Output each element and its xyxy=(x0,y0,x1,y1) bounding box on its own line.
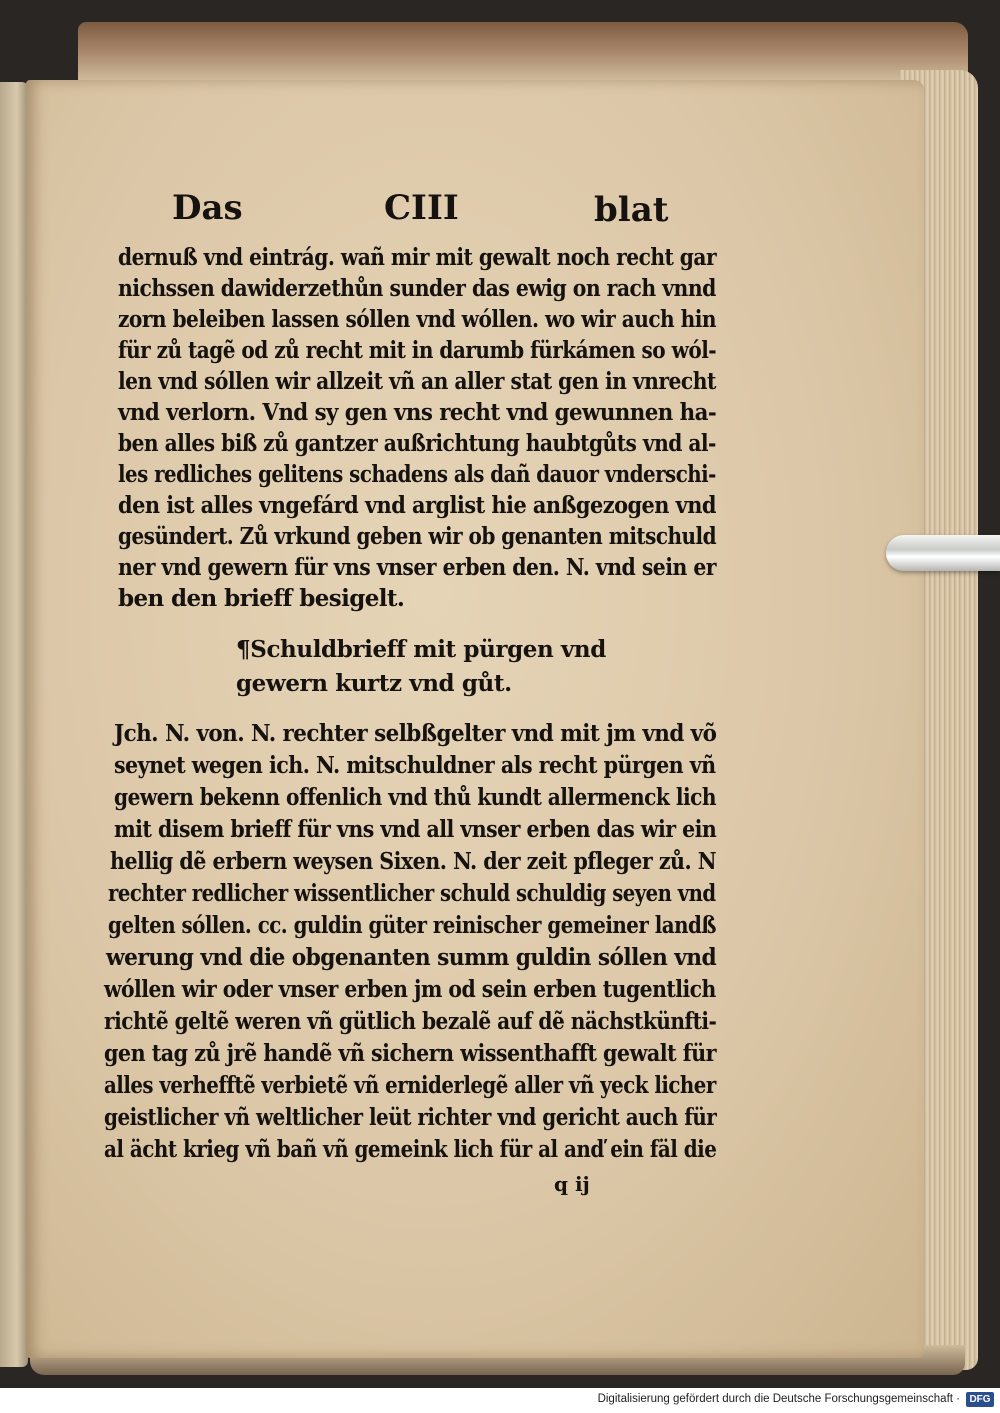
text-line: seynet wegen ich. N. mitschuldner als recht pürgen vñ xyxy=(114,752,716,779)
text-line: gen tag zů jrẽ handẽ vñ sichern wissenthafft gewalt für xyxy=(104,1040,716,1067)
text-line: hellig dẽ erbern weysen Sixen. N. der zeit pfleger zů. N xyxy=(110,848,717,875)
text-line: zorn beleiben lassen sóllen vnd wóllen. wo wir auch hin xyxy=(118,306,717,333)
text-line: für zů tagẽ od zů recht mit in darumb fürkámen so wól- xyxy=(118,337,717,364)
text-line: alles verhefftẽ verbietẽ vñ erniderlegẽ aller vñ yeck licher xyxy=(104,1072,716,1099)
facing-page-edge xyxy=(0,82,28,1367)
text-line: nichssen dawiderzethůn sunder das ewig on rach vnnd xyxy=(118,275,716,302)
text-line: gelten sóllen. cc. guldin güter reinischer gemeiner landß xyxy=(108,912,716,939)
book-page xyxy=(26,80,924,1358)
heading-line: ¶Schuldbrieff mit pürgen vnd xyxy=(236,636,606,663)
book-top-edge xyxy=(78,22,968,88)
text-line: richtẽ geltẽ weren vñ gütlich bezalẽ auf dẽ nächstkünfti- xyxy=(104,1008,717,1035)
text-line: werung vnd die obgenanten summ guldin sóllen vnd xyxy=(106,944,717,971)
text-line: mit disem brieff für vns vnd all vnser erben das wir ein xyxy=(114,816,717,843)
text-line: les redliches gelitens schadens als dañ dauor vnderschi- xyxy=(118,461,716,488)
text-line: ben alles biß zů gantzer außrichtung haubtgůts vnd al- xyxy=(118,430,716,457)
funding-credit: Digitalisierung gefördert durch die Deutsche Forschungsgemeinschaft · xyxy=(597,1393,960,1405)
footer-bar xyxy=(0,1388,1000,1413)
text-line: geistlicher vñ weltlicher leüt richter vnd gericht auch für xyxy=(104,1104,717,1131)
text-line: wóllen wir oder vnser erben jm od sein erben tugentlich xyxy=(104,976,716,1003)
text-line: rechter redlicher wissentlicher schuld schuldig seyen vnd xyxy=(108,880,716,907)
text-line: den ist alles vngefárd vnd arglist hie anßgezogen vnd xyxy=(118,492,716,519)
text-line: dernuß vnd eintrág. wañ mir mit gewalt noch recht gar xyxy=(118,244,717,271)
text-line: Jch. N. von. N. rechter selbßgelter vnd mit jm vnd võ xyxy=(114,720,717,747)
dfg-logo: DFG xyxy=(966,1392,994,1407)
text-line: ner vnd gewern für vns vnser erben den. N. vnd sein er xyxy=(118,554,717,581)
text-line: len vnd sóllen wir allzeit vñ an aller stat gen in vnrecht xyxy=(118,368,716,395)
heading-line: gewern kurtz vnd gůt. xyxy=(236,670,512,697)
text-line: vnd verlorn. Vnd sy gen vns recht vnd gewunnen ha- xyxy=(118,399,717,426)
text-line: ben den brieff besigelt. xyxy=(118,585,405,612)
glass-page-weight xyxy=(886,535,1000,571)
running-head-left: Das xyxy=(172,188,243,228)
running-head-right: blat xyxy=(594,190,669,230)
signature-mark: q ij xyxy=(554,1172,590,1196)
text-line: gesündert. Zů vrkund geben wir ob genanten mitschuld xyxy=(118,523,717,550)
text-line: al ächt krieg vñ bañ vñ gemeink lich für al anď ein fäl die xyxy=(104,1136,717,1163)
text-line: gewern bekenn offenlich vnd thů kundt allermenck lich xyxy=(114,784,716,811)
folio-number: CIII xyxy=(384,188,459,228)
